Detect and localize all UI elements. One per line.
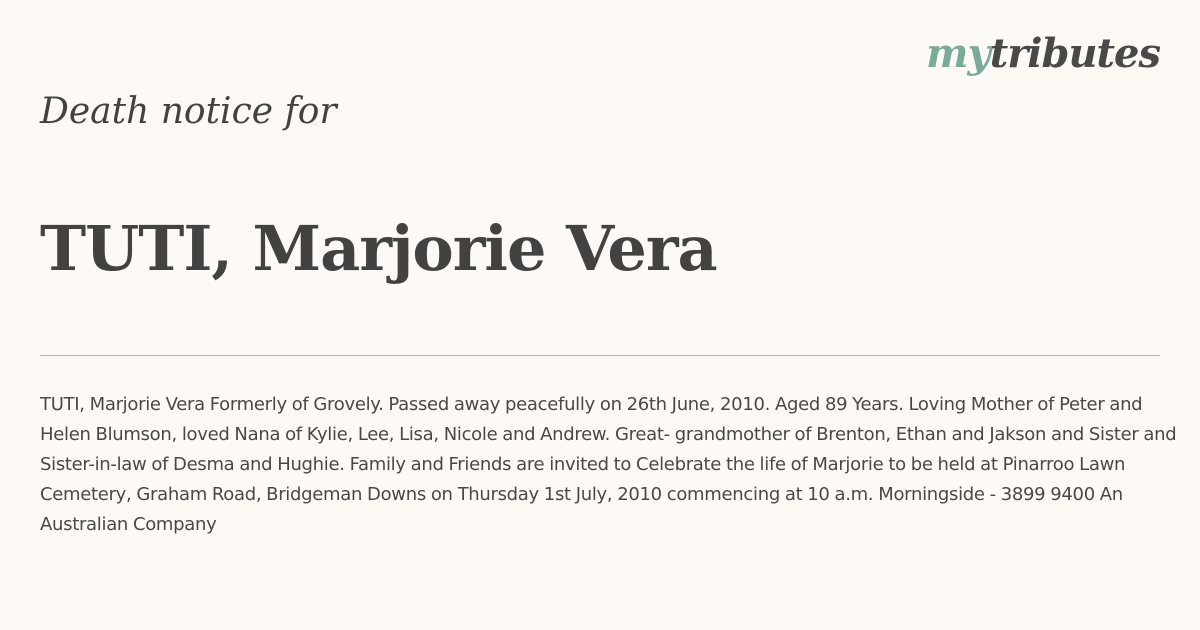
mytributes-logo	[926, 30, 1160, 77]
logo-my-text: my	[926, 30, 990, 77]
deceased-name-title: TUTI, Marjorie Vera	[40, 212, 717, 285]
notice-body-text: TUTI, Marjorie Vera Formerly of Grovely. Passed away peacefully on 26th June, 2010. Aged 89 Years. Loving Mother of Peter and Helen Blumson, loved Nana of Kylie, Lee, Lisa, Nicole and Andrew. Great- grandmother of Brenton, Ethan and Jakson and Sister and Sister-in-law of Desma and Hughie. Family and Friends are invited to Celebrate the life of Marjorie to be held at Pinarroo Lawn Cemetery, Graham Road, Bridgeman Downs on Thursday 1st July, 2010 commencing at 10 a.m. Morningside - 3899 9400 An Australian Company	[40, 394, 1177, 535]
section-divider	[40, 355, 1160, 356]
logo-tributes-text: tributes	[989, 30, 1160, 77]
notice-kicker: Death notice for	[40, 91, 337, 132]
